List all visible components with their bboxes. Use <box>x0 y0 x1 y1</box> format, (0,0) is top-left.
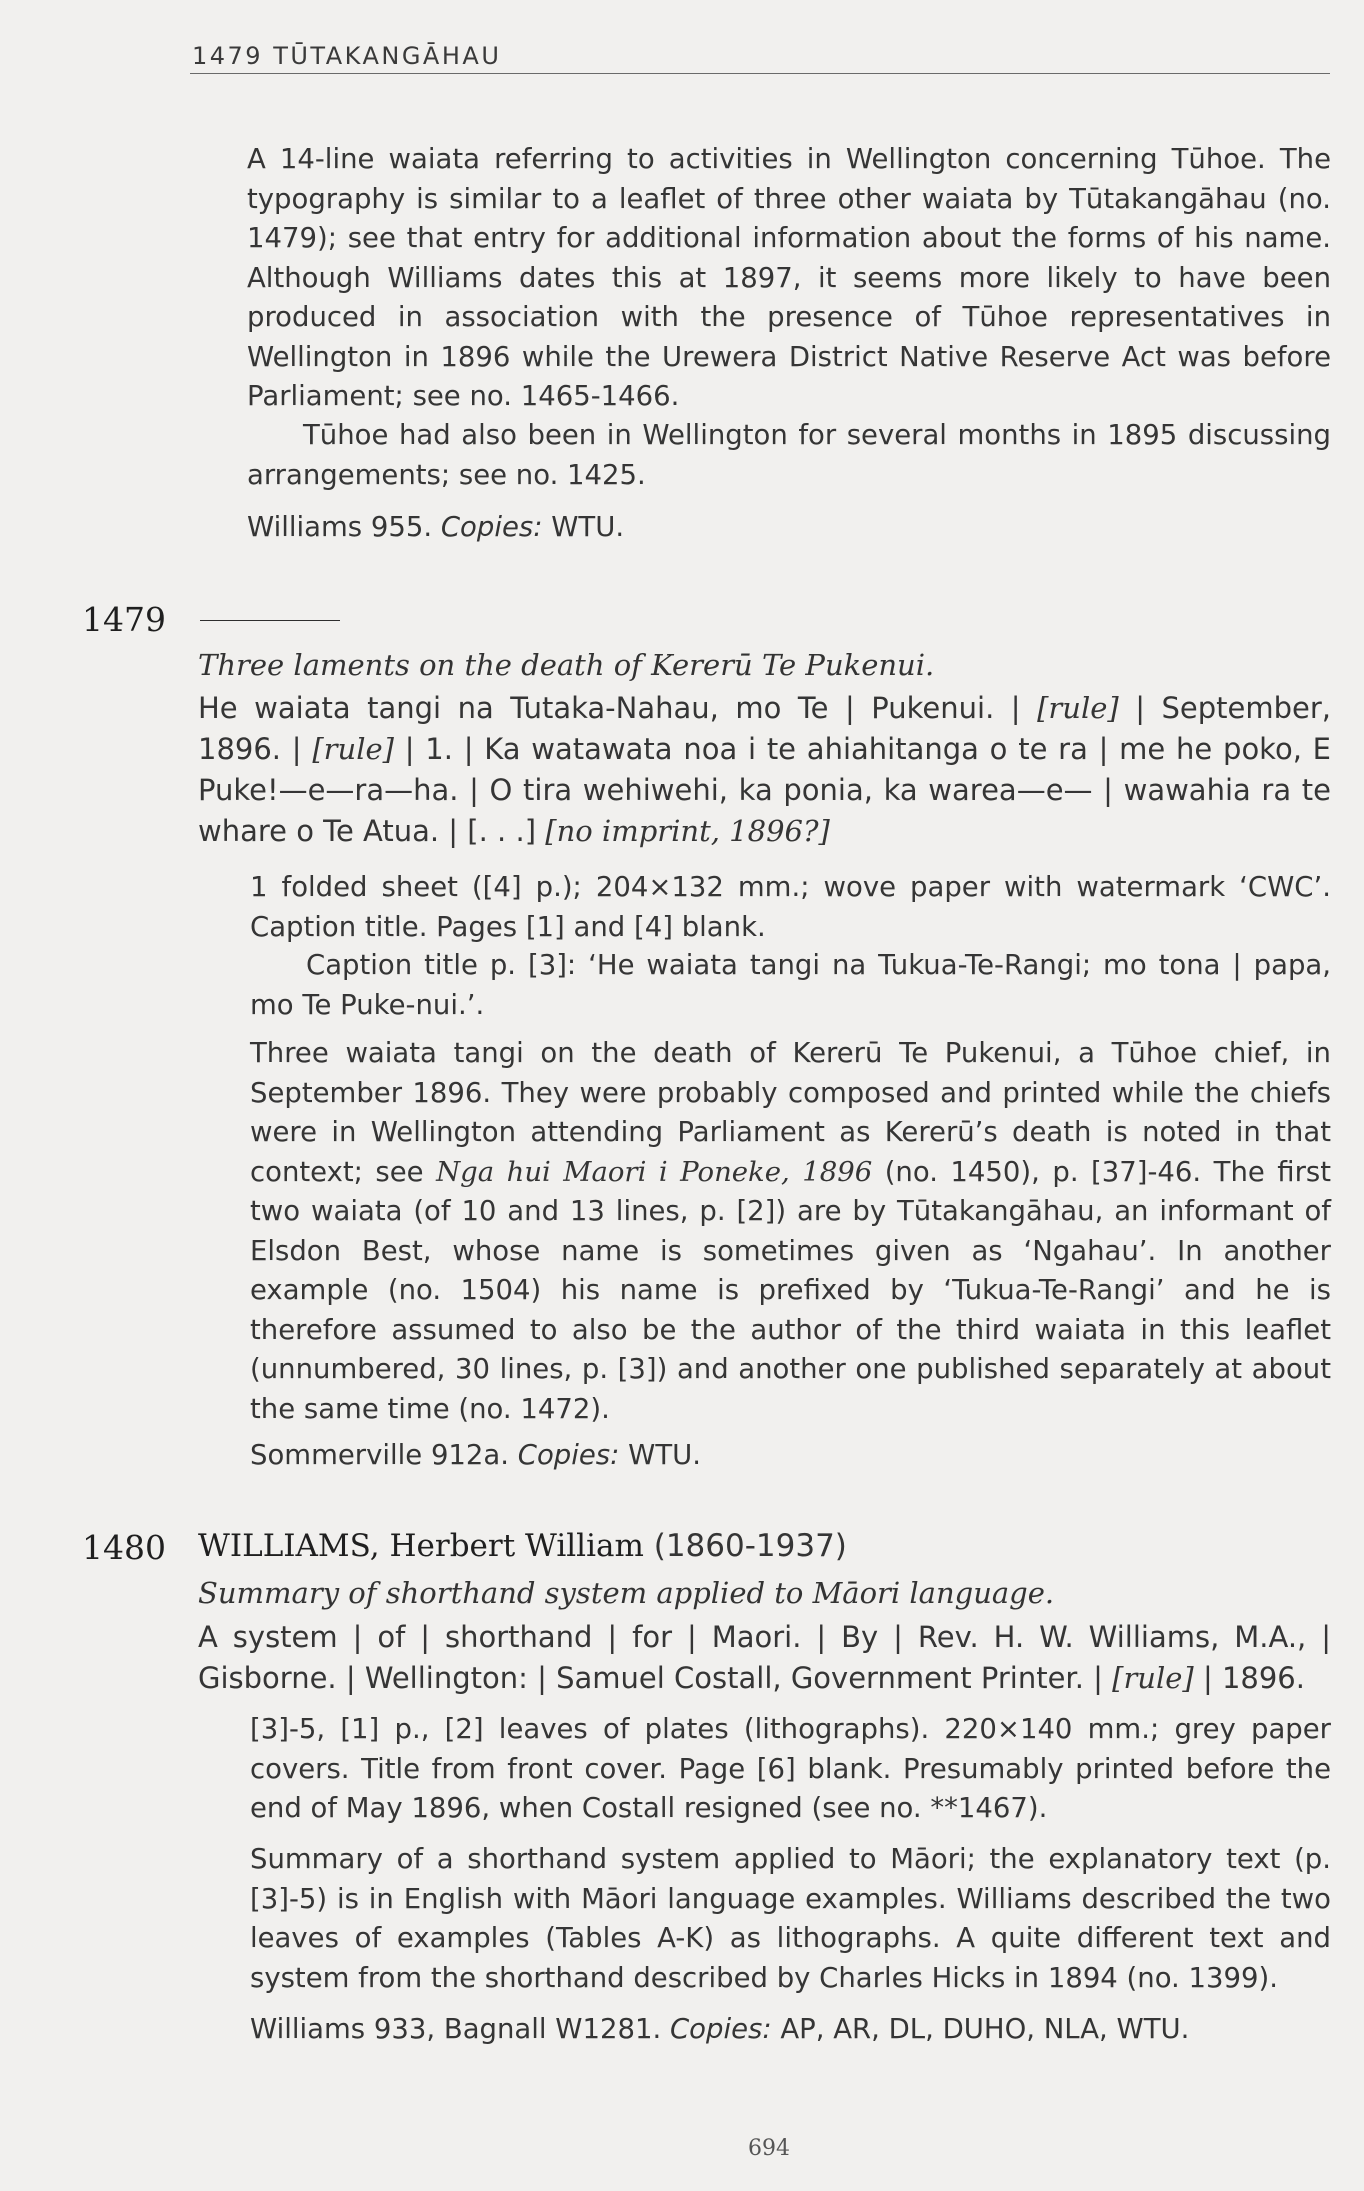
transcription-text: | September, 1896. | <box>198 691 1332 766</box>
copies-list: WTU. <box>542 511 625 543</box>
references-1480 <box>250 2010 1331 2050</box>
author-dates: (1860-1937) <box>643 1528 847 1564</box>
note-text: (no. 1450), p. [37]-46. The first two waiata (of 10 and 13 lines, p. [2]) are by Tūtakangāhau, an informant of Elsdon Best, whose name is sometimes given as ‘Ngahau’. In another example (no. 1504) his name is prefixed by ‘Tukua-Te-Rangi’ and he is therefore assumed to also be the author of the third waiata in this leaflet (unnumbered, 30 lines, p. [3]) and another one published separately at about the same time (no. 1472). <box>250 1155 1332 1425</box>
continued-note-paragraph: A 14-line waiata referring to activities in Wellington concerning Tūhoe. The typography is similar to a leaflet of three other waiata by Tūtakangāhau (no. 1479); see that entry for additional information about the forms of his name. Although Williams dates this at 1897, it seems more likely to have been produced in association with the presence of Tūhoe representatives in Wellington in 1896 while the Urewera District Native Reserve Act was before Parliament; see no. 1465-1466. <box>247 143 1331 412</box>
rule-marker: [rule] <box>1112 1661 1194 1695</box>
entry-number-1480: 1480 <box>82 1528 166 1567</box>
transcription-text: | 1896. <box>1193 1661 1305 1695</box>
continued-references <box>247 508 1331 548</box>
descriptive-note-1480: Summary of a shorthand system applied to Māori; the explanatory text (p. [3]-5) is in English with Māori language examples. Williams described the two leaves of examples (Tables A-K) as lithographs. A quite different text and system from the shorthand described by Charles Hicks in 1894 (no. 1399). <box>250 1843 1331 1994</box>
cited-title: Nga hui Maori i Poneke, 1896 <box>436 1155 873 1188</box>
entry-title-1480: Summary of shorthand system applied to Māori language. <box>198 1576 1055 1610</box>
rule-marker: [rule] <box>1037 691 1119 725</box>
note-text: Three waiata tangi on the death of Kererū Te Pukenui, a Tūhoe chief, in September 1896. They were probably composed and printed while the chiefs were in Wellington attending Parliament as Kererū’s death is noted in that context; see <box>250 1037 1331 1188</box>
transcription-text: He waiata tangi na Tutaka-Nahau, mo Te | Pukenui. | <box>198 691 1038 725</box>
imprint-note: [no imprint, 1896?] <box>545 814 830 848</box>
references-1479 <box>250 1436 1331 1476</box>
author-dash-rule <box>200 620 340 621</box>
copies-list: AP, AR, DL, DUHO, NLA, WTU. <box>771 2013 1190 2045</box>
references-text: Williams 955. <box>247 511 441 543</box>
running-head: 1479 TŪTAKANGĀHAU <box>192 42 502 70</box>
copies-label: Copies: <box>669 2013 772 2045</box>
transcription-text: A system | of | shorthand | for | Maori. | By | Rev. H. W. Williams, M.A., | Gisborne. | Wellington: | Samuel Costall, Government Printer. | <box>198 1620 1331 1695</box>
rule-marker: [rule] <box>312 732 394 766</box>
entry-title-1479: Three laments on the death of Kererū Te Pukenui. <box>198 648 935 682</box>
copies-label: Copies: <box>440 511 543 543</box>
header-rule <box>190 73 1330 74</box>
author-name: WILLIAMS, Herbert William <box>198 1528 644 1564</box>
title-transcription-1480 <box>198 1617 1331 1699</box>
descriptive-note-1479 <box>250 1034 1331 1429</box>
references-text: Williams 933, Bagnall W1281. <box>250 2013 670 2045</box>
page-number: 694 <box>748 2136 790 2161</box>
continued-note-paragraph-2: Tūhoe had also been in Wellington for several months in 1895 discussing arrangements; see no. 1425. <box>247 419 1331 491</box>
physical-description-1479: 1 folded sheet ([4] p.); 204×132 mm.; wove paper with watermark ‘CWC’. Caption title. Pages [1] and [4] blank. <box>250 871 1331 943</box>
copies-list: WTU. <box>619 1439 702 1471</box>
physical-description-1480: [3]-5, [1] p., [2] leaves of plates (lithographs). 220×140 mm.; grey paper covers. Title from front cover. Page [6] blank. Presumably printed before the end of May 1896, when Costall resigned (see no. **1467). <box>250 1713 1331 1824</box>
transcription-text: | 1. | Ka watawata noa i te ahiahitanga o te ra | me he poko, E Puke!—e—ra—ha. | O tira wehiwehi, ka ponia, ka warea—e— | wawahia ra te whare o Te Atua. | [. . .] <box>198 732 1332 848</box>
title-transcription-1479 <box>198 688 1331 852</box>
references-text: Sommerville 912a. <box>250 1439 518 1471</box>
copies-label: Copies: <box>517 1439 620 1471</box>
caption-note-1479: Caption title p. [3]: ‘He waiata tangi na Tukua-Te-Rangi; mo tona | papa, mo Te Puke-nui.’. <box>250 949 1331 1021</box>
entry-number-1479: 1479 <box>82 600 166 639</box>
author-heading-1480 <box>198 1528 847 1564</box>
